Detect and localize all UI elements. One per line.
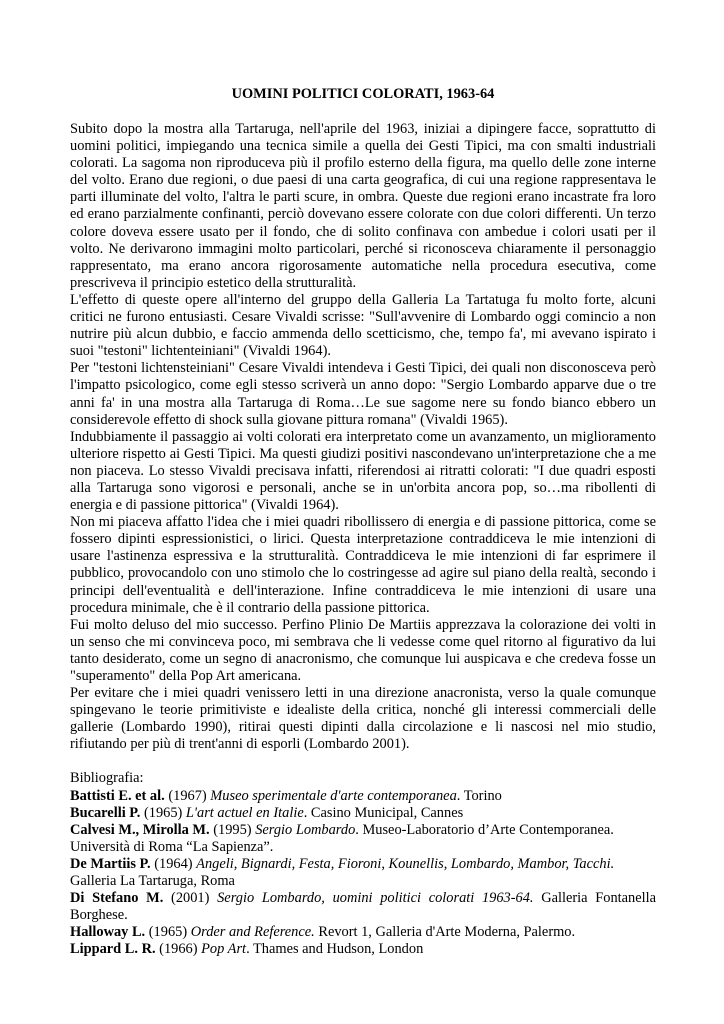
bibliography-entry [70, 822, 656, 856]
paragraph: L'effetto di queste opere all'interno del gruppo della Galleria La Tartatuga fu molto forte, alcuni critici ne furono entusiasti. Cesare Vivaldi scrisse: "Sull'avvenire di Lombardo oggi comincio a non nutrire più alcun dubbio, e faccio ammenda dello scetticismo, che, tempo fa', mi avevano ispirato i suoi "testoni" lichtenteiniani" (Vivaldi 1964). [70, 291, 656, 360]
ref-rest: Galleria La Tartaruga, Roma [70, 873, 235, 890]
ref-title: Sergio Lombardo, uomini politici colorati 1963-64. [217, 890, 534, 907]
paragraph: Subito dopo la mostra alla Tartaruga, nell'aprile del 1963, iniziai a dipingere facce, soprattutto di uomini politici, impiegando una tecnica simile a quella dei Gesti Tipici, ma con smalti industriali colorati. La sagoma non riproduceva più il profilo esterno della figura, ma quello delle zone interne del volto. Erano due regioni, o due paesi di una carta geografica, di cui una regione rappresentava le parti illuminate del volto, l'altra le parti scure, in ombra. Queste due regioni erano incastrate fra loro ed erano parzialmente confinanti, perciò dovevano essere colorate con due colori differenti. Un terzo colore doveva essere usato per il fondo, che di solito confinava con ambedue i colori usati per il volto. Ne derivarono immagini molto particolari, perché si riconosceva chiaramente il personaggio rappresentato, ma erano ancora rigorosamente automatiche nella procedura esecutiva, come prescriveva il principio estetico della strutturalità. [70, 121, 656, 291]
ref-rest: . Museo-Laboratorio d’Arte Contemporanea. Università di Roma “La Sapienza”. [70, 821, 614, 855]
paragraph: Non mi piaceva affatto l'idea che i miei quadri ribollissero di energia e di passione pittorica, come se fossero dipinti espressionistici, o lirici. Questa interpretazione contraddiceva le mie intenzioni di usare l'astinenza espressiva e la strutturalità. Contraddiceva le mie intenzioni di far esprimere il pubblico, provocandolo con uno stimolo che lo costringesse ad agire sul piano della realtà, secondo i principi dell'eventualità e dell'interazione. Infine contraddiceva le mie intenzioni di usare una procedura minimale, che è il contrario della passione pittorica. [70, 514, 656, 616]
ref-author: Di Stefano M. [70, 890, 164, 907]
paragraph: Indubbiamente il passaggio ai volti colorati era interpretato come un avanzamento, un miglioramento ulteriore rispetto ai Gesti Tipici. Ma questi giudizi positivi nascondevano un'interpretazione che a me non piaceva. Lo stesso Vivaldi precisava infatti, riferendosi ai ritratti colorati: "I due quadri esposti alla Tartaruga sono vigorosi e personali, anche se in un'orbita ancora pop, so…ma ribollenti di energia e di passione pittorica" (Vivaldi 1964). [70, 428, 656, 514]
paragraph: Per "testoni lichtensteiniani" Cesare Vivaldi intendeva i Gesti Tipici, dei quali non disconosceva però l'impatto psicologico, come egli stesso scriverà un anno dopo: "Sergio Lombardo apparve due o tre anni fa' in una mostra alla Tartaruga di Roma…Le sue sagome nere su fondo bianco ebbero un considerevole effetto di shock sulla giovane pittura romana" (Vivaldi 1965). [70, 360, 656, 428]
paragraph: Fui molto deluso del mio successo. Perfino Plinio De Martiis apprezzava la colorazione dei volti in un senso che mi convinceva poco, mi sembrava che li vedesse come quel ritorno al figurativo da lui tanto desiderato, come un segno di anacronismo, che comunque lui auspicava e che credeva fosse un "superamento" della Pop Art americana. [70, 616, 656, 684]
ref-rest: . Casino Municipal, Cannes [303, 804, 464, 821]
ref-year: (1995) [209, 821, 256, 838]
paragraph: Per evitare che i miei quadri venissero letti in una direzione anacronista, verso la quale comunque spingevano le teorie primitiviste e idealiste della critica, nonché gli interessi commerciali delle gallerie (Lombardo 1990), ritirai questi dipinti dalla circolazione e li nascosi nel mio studio, rifiutando per più di trent'anni di esporli (Lombardo 2001). [70, 685, 656, 753]
bibliography-entry [70, 856, 656, 890]
ref-year: (1965) [145, 924, 191, 941]
bibliography-entry [70, 890, 656, 924]
ref-author: De Martiis P. [70, 855, 151, 872]
bibliography-heading: Bibliografia: [70, 770, 144, 787]
ref-year: (1967) [164, 787, 211, 804]
bibliography-entry [70, 941, 656, 958]
bibliography-entry [70, 805, 656, 822]
ref-title: Angeli, Bignardi, Festa, Fioroni, Kounellis, Lombardo, Mambor, Tacchi. [196, 855, 615, 872]
ref-author: Bucarelli P. [70, 804, 141, 821]
ref-rest: . Thames and Hudson, London [246, 941, 424, 958]
ref-author: Battisti E. et al. [70, 787, 165, 804]
body-text [70, 121, 656, 753]
ref-year: (1966) [155, 941, 202, 958]
ref-rest: Galleria Fontanella Borghese. [70, 890, 657, 924]
document-page [70, 86, 656, 959]
bibliography-entry [70, 924, 656, 941]
ref-title: Pop Art [201, 941, 247, 958]
document-title: UOMINI POLITICI COLORATI, 1963-64 [231, 86, 495, 102]
ref-rest: Revort 1, Galleria d'Arte Moderna, Palermo. [314, 924, 576, 941]
ref-author: Calvesi M., Mirolla M. [70, 821, 210, 838]
ref-title: Sergio Lombardo [255, 821, 356, 838]
ref-year: (1965) [140, 804, 186, 821]
ref-title: L'art actuel en Italie [185, 804, 304, 821]
ref-year: (2001) [163, 890, 218, 907]
bibliography-entry [70, 788, 656, 805]
ref-year: (1964) [150, 855, 197, 872]
ref-rest: . Torino [456, 787, 502, 804]
ref-title: Museo sperimentale d'arte contemporanea [210, 787, 457, 804]
ref-author: Halloway L. [70, 924, 146, 941]
bibliography [70, 770, 656, 958]
ref-author: Lippard L. R. [70, 941, 156, 958]
ref-title: Order and Reference. [190, 924, 315, 941]
